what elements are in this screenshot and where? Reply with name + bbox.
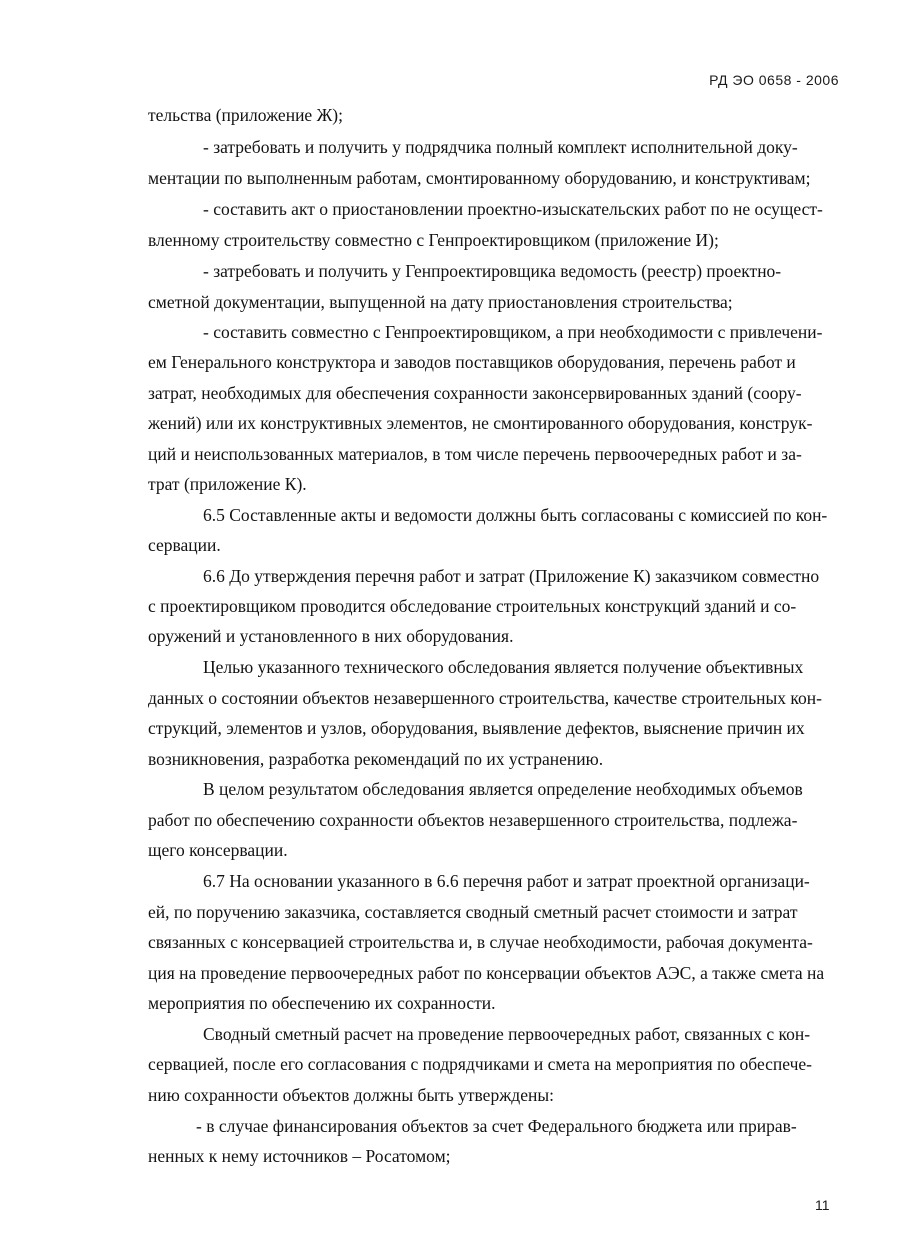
text-line: ция на проведение первоочередных работ по консервации объектов АЭС, а также смета на: [148, 963, 825, 983]
text-line: вленному строительству совместно с Генпроектировщиком (приложение И);: [148, 230, 719, 250]
text-line: 6.7 На основании указанного в 6.6 перечня работ и затрат проектной организаци-: [203, 871, 810, 891]
text-line: сервации.: [148, 535, 221, 555]
text-line: оружений и установленного в них оборудования.: [148, 626, 514, 646]
text-line: В целом результатом обследования является определение необходимых объемов: [203, 779, 803, 799]
text-line: жений) или их конструктивных элементов, не смонтированного оборудования, конструк-: [148, 413, 813, 433]
text-line: щего консервации.: [148, 840, 288, 860]
text-line: работ по обеспечению сохранности объектов незавершенного строительства, подлежа-: [148, 810, 798, 830]
text-line: ем Генерального конструктора и заводов поставщиков оборудования, перечень работ и: [148, 352, 796, 372]
text-line: ненных к нему источников – Росатомом;: [148, 1146, 451, 1166]
text-line: с проектировщиком проводится обследование строительных конструкций зданий и со-: [148, 596, 797, 616]
text-line: - составить акт о приостановлении проектно-изыскательских работ по не осущест-: [203, 199, 823, 219]
text-line: Сводный сметный расчет на проведение первоочередных работ, связанных с кон-: [203, 1024, 811, 1044]
text-line: нию сохранности объектов должны быть утверждены:: [148, 1085, 554, 1105]
text-line: сметной документации, выпущенной на дату приостановления строительства;: [148, 292, 733, 312]
text-line: - в случае финансирования объектов за счет Федерального бюджета или прирав-: [196, 1116, 797, 1136]
text-line: тельства (приложение Ж);: [148, 105, 343, 125]
text-line: 6.5 Составленные акты и ведомости должны быть согласованы с комиссией по кон-: [203, 505, 828, 525]
text-line: затрат, необходимых для обеспечения сохранности законсервированных зданий (соору-: [148, 383, 802, 403]
text-line: ментации по выполненным работам, смонтированному оборудованию, и конструктивам;: [148, 168, 811, 188]
text-line: трат (приложение К).: [148, 474, 307, 494]
text-line: 6.6 До утверждения перечня работ и затрат (Приложение К) заказчиком совместно: [203, 566, 820, 586]
text-line: данных о состоянии объектов незавершенного строительства, качестве строительных кон-: [148, 688, 822, 708]
text-line: мероприятия по обеспечению их сохранности.: [148, 993, 496, 1013]
document-code: РД ЭО 0658 - 2006: [709, 72, 839, 88]
text-line: возникновения, разработка рекомендаций по их устранению.: [148, 749, 604, 769]
text-line: ей, по поручению заказчика, составляется сводный сметный расчет стоимости и затрат: [148, 902, 798, 922]
text-line: сервацией, после его согласования с подрядчиками и смета на мероприятия по обеспече-: [148, 1054, 813, 1074]
text-line: Целью указанного технического обследования является получение объективных: [203, 657, 804, 677]
text-line: - затребовать и получить у подрядчика полный комплект исполнительной доку-: [203, 137, 798, 157]
text-line: - затребовать и получить у Генпроектировщика ведомость (реестр) проектно-: [203, 261, 782, 281]
text-line: - составить совместно с Генпроектировщиком, а при необходимости с привлечени-: [203, 322, 823, 342]
page-number: 11: [815, 1197, 830, 1213]
text-line: струкций, элементов и узлов, оборудования, выявление дефектов, выяснение причин их: [148, 718, 805, 738]
text-line: связанных с консервацией строительства и, в случае необходимости, рабочая документа-: [148, 932, 813, 952]
text-line: ций и неиспользованных материалов, в том числе перечень первоочередных работ и за-: [148, 444, 802, 464]
